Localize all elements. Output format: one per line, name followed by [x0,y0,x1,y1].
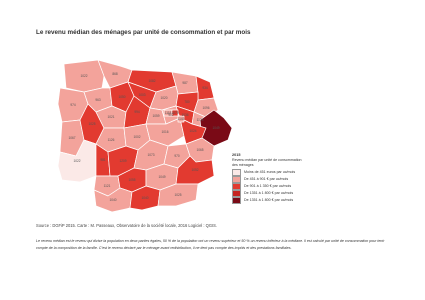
zone-value-label: 1050 [118,95,126,99]
legend-item [232,190,320,197]
zone-value-label: 1055 [128,178,136,182]
map-title: Le revenu médian des ménages par unité de consommation et par mois [36,29,251,36]
source-line: Source : DGFiP 2015. Carte : M. Passeaux, Observatoire de la société locale, 2016 Logiciel : QGIS. [36,223,218,228]
zone-value-label: 1052 [191,168,199,172]
zone-value-label: 974 [70,103,76,107]
legend-item [232,197,320,204]
zone-value-label: 1096 [202,106,210,110]
legend-item [232,183,320,190]
zone-value-label: 1024 [189,129,197,133]
map-legend [232,153,320,204]
zone-value-label: 1065 [196,148,204,152]
legend-label: De 1351 à 1 800 € par uc/mois [244,197,294,202]
zone-value-label: 963 [95,98,101,102]
zone-value-label: 1073 [147,153,155,157]
zone-value-label: 1067 [68,136,76,140]
zone-value-label: 1025 [174,193,182,197]
legend-item [232,176,320,183]
zone-value-label: 1003 [138,93,146,97]
zone-value-label: 1025 [88,122,96,126]
legend-label: Moins de 451 euros par uc/mois [244,169,296,174]
legend-swatch [232,169,241,176]
legend-swatch [232,183,241,190]
zone-value-label: 1178 [196,118,204,122]
zone-value-label: 1126 [107,138,115,142]
legend-year: 2015 [232,153,241,157]
legend-label: De 901 à 1 350 € par uc/mois [244,183,292,188]
legend-swatch [232,176,241,183]
legend-label: De 1351 à 1 800 € par uc/mois [244,190,294,195]
zone-value-label: 1016 [161,130,169,134]
legend-subtitle-1: Revenu médian par unité de consommation [232,158,302,163]
zone-value-label: 987 [182,81,188,85]
zone-value-label: 1049 [212,126,220,130]
zone-value-label: 780 [184,100,190,104]
zone-value-label: 1022 [80,74,88,78]
zone-value-label: 1121 [103,184,111,188]
legend-swatch [232,197,241,204]
zone-value-label: 1049 [158,175,166,179]
methodology-note: Le revenu médian est le revenu qui divise la population en deux parties égales, 50 % de la population ont un revenu supérieur et 50 % un revenu inférieur à la médiane. Il est calculé par unité de consommation pour tenir compte de la composition de la famille. C'est le revenu déclaré par le ménage avant redistribution, il ne tient pas compte des impôts et des prestations familiales. [36,239,385,251]
zone-value-label: 1040 [141,196,149,200]
legend-swatch [232,190,241,197]
zone-value-label: 1020 [160,96,168,100]
zone-value-label: 1022 [73,159,81,163]
zone-value-label: 1082 [148,79,156,83]
zone-value-label: 1036 [181,113,189,117]
zone-value-label: 1209 [119,159,127,163]
zone-value-label: 1040 [109,198,117,202]
zone-value-label: 1021 [107,115,115,119]
zone-value-label: 1143 [177,117,185,121]
zone-value-label: 1002 [133,135,141,139]
zone-value-label: 981 [100,158,106,162]
zone-value-label: 994 [134,110,140,114]
zone-value-label: 902 [168,113,174,117]
legend-label: De 451 à 901 € par uc/mois [244,176,289,181]
zone-value-label: 868 [112,72,118,76]
zone-value-label: 970 [174,154,180,158]
legend-subtitle-2: des ménages [232,163,254,168]
zone-value-label: 1118 [164,111,172,115]
zone-value-label: 1075 [171,111,179,115]
zone-value-label: 1059 [152,114,160,118]
zone-value-label: 934 [202,86,208,90]
legend-item [232,169,320,176]
